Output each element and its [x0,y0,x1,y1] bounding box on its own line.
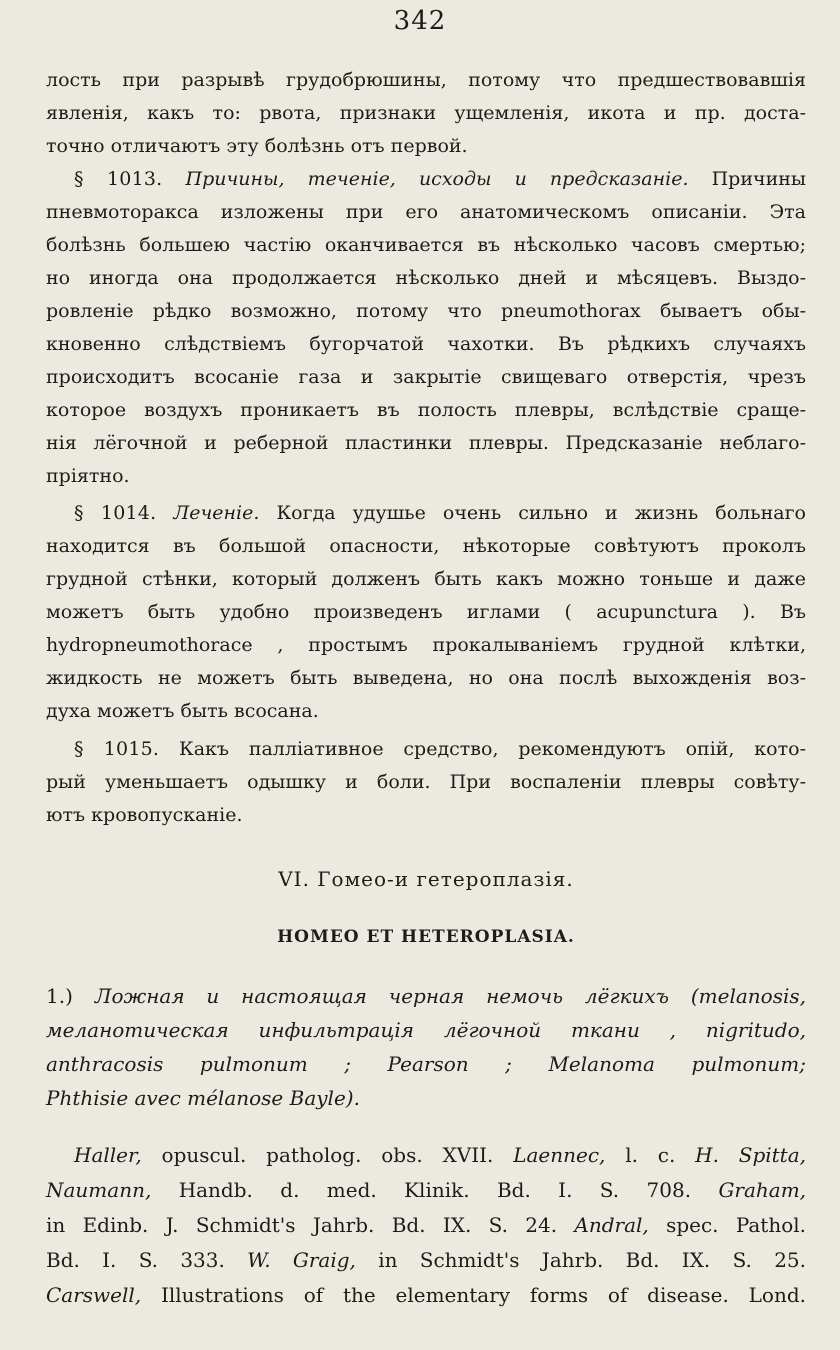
author-name: Laennec, [513,1143,606,1167]
text-run: Illustrations of the elementary forms of disease. Lond. [160,1283,806,1307]
text-line: нія лёгочной и реберной пластинки плевры. Предсказаніе неблаго- [46,432,806,454]
text-line: пріятно. [46,465,130,487]
section-heading: VI. Гомео-и гетероплазія. [278,867,574,891]
section-number: § 1013. [74,168,163,190]
author-name: Carswell, [46,1283,142,1307]
text-run: Ложная и настоящая черная немочь лёгкихъ (melanosis, [94,984,807,1008]
reference-line [46,1143,806,1167]
text-line: грудной стѣнки, который долженъ быть какъ можно тоньше и даже [46,568,806,590]
author-name: Naumann, [46,1178,152,1202]
author-name: Graham, [718,1178,807,1202]
section-title: Причины, теченіе, исходы и предсказаніе. [185,168,689,190]
section-1014-first-line [46,501,806,525]
reference-line [46,1178,806,1202]
text-run: in Edinb. J. Schmidt's Jahrb. Bd. IX. S. 24. [46,1213,558,1237]
author-name: Andral, [574,1213,649,1237]
text-run: opuscul. patholog. obs. XVII. [161,1143,494,1167]
text-run: Handb. d. med. Klinik. Bd. I. S. 708. [178,1178,692,1202]
section-number: § 1015. [74,738,160,760]
text-run: Какъ паллiативное средство, рекомендуютъ опій, кото- [178,738,806,760]
text-line: находится въ большой опасности, нѣкоторые совѣтуютъ проколъ [46,535,806,557]
author-name: H. Spitta, [695,1143,807,1167]
text-line: ютъ кровопусканіе. [46,804,243,826]
section-1015-first-line [46,737,806,761]
page-number: 342 [393,6,447,36]
text-line: болѣзнь большею частію оканчивается въ нѣсколько часовъ смертью; [46,234,806,256]
item-first-line [46,984,806,1008]
text-line: которое воздухъ проникаетъ въ полость плевры, вслѣдствіе сраще- [46,399,806,421]
reference-line [46,1283,806,1307]
text-line: жидкость не можетъ быть выведена, но она послѣ выхожденія воз- [46,667,806,689]
text-line: духа можетъ быть всосана. [46,700,319,722]
reference-line [46,1248,806,1272]
text-line: можетъ быть удобно произведенъ иглами ( acupunctura ). Въ [46,601,806,623]
text-line: лость при разрывѣ грудобрюшины, потому что предшествовавшія [46,69,806,91]
text-run: l. c. [625,1143,676,1167]
text-line: точно отличаютъ эту болѣзнь отъ первой. [46,135,468,157]
reference-line [46,1213,806,1237]
text-line: рый уменьшаетъ одышку и боли. При воспаленіи плевры совѣту- [46,771,806,793]
text-line: hydropneumothorace , простымъ прокалываніемъ грудной клѣтки, [46,634,806,656]
item-line: меланотическая инфильтрація лёгочной ткани , nigritudo, [46,1018,806,1042]
author-name: Haller, [74,1143,142,1167]
section-subheading: HOMEO ET HETEROPLASIA. [277,927,575,947]
text-run: Причины [711,168,807,190]
text-run: in Schmidt's Jahrb. Bd. IX. S. 25. [378,1248,807,1272]
item-line: anthracosis pulmonum ; Pearson ; Melanoma pulmonum; [46,1052,806,1076]
text-line: но иногда она продолжается нѣсколько дней и мѣсяцевъ. Выздо- [46,267,806,289]
text-line: пневмоторакса изложены при его анатомическомъ описаніи. Эта [46,201,806,223]
text-run: Bd. I. S. 333. [46,1248,225,1272]
section-title: Леченіе. [173,502,260,524]
item-number: 1.) [46,984,73,1008]
text-line: происходитъ всосаніе газа и закрытіе свищеваго отверстія, чрезъ [46,366,806,388]
text-line: ровленіе рѣдко возможно, потому что pneumothorax бываетъ обы- [46,300,806,322]
text-line: явленія, какъ то: рвота, признаки ущемленія, икота и пр. доста- [46,102,806,124]
section-1013-first-line [46,167,806,191]
author-name: W. Graig, [247,1248,356,1272]
item-line: Phthisie avec mélanose Bayle). [46,1086,360,1110]
section-number: § 1014. [74,502,157,524]
text-line: кновенно слѣдствіемъ бугорчатой чахотки. Въ рѣдкихъ случаяхъ [46,333,806,355]
text-run: spec. Pathol. [666,1213,807,1237]
text-run: Когда удушье очень сильно и жизнь больнаго [276,502,806,524]
